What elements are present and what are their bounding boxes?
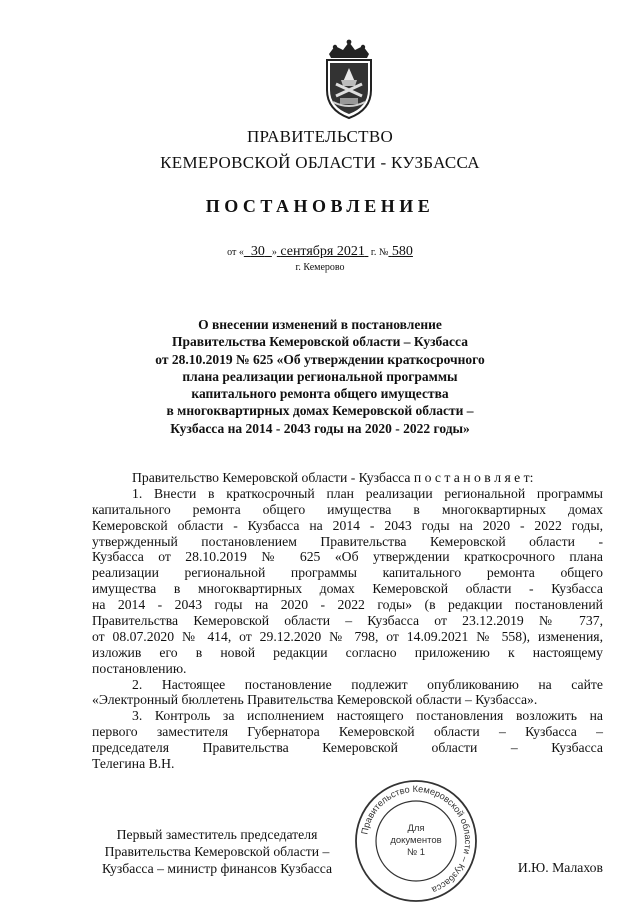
subject-line: от 28.10.2019 № 625 «Об утверждении краткосрочного [155,351,485,367]
body-line: первого заместителя Губернатора Кемеровской области – Кузбасса – [92,724,603,740]
body-line: Кузбасса от 28.10.2019 № 625 «Об утверждении краткосрочного плана [92,549,603,565]
date-from-label: от « [227,247,244,258]
body-line: Телегина В.Н. [92,756,175,772]
signatory-position-line: Правительства Кемеровской области – [104,844,330,859]
body-line: 2. Настоящее постановление подлежит опубликованию на сайте [132,676,603,692]
signatory-position [89,826,345,877]
document-subject [120,316,520,437]
stamp-center-line: документов [390,835,442,846]
stamp-center-line: № 1 [406,847,426,858]
seal-stamp-icon [353,778,479,904]
signatory-position-line: Кузбасса – министр финансов Кузбасса [101,861,333,876]
government-name-line1: ПРАВИТЕЛЬСТВО [246,127,394,146]
document-number: 580 [391,244,413,259]
body-line: от 08.07.2020 № 414, от 29.12.2020 № 798, от 14.09.2021 № 558), изменения, [92,628,603,644]
subject-line: капитального ремонта общего имущества [191,386,449,402]
number-label: № [378,247,389,258]
date-number-line [0,244,640,260]
signatory-position-line: Первый заместитель председателя [116,827,318,842]
body-line: 3. Контроль за исполнением настоящего постановления возложить на [132,708,603,724]
government-name-line2: КЕМЕРОВСКОЙ ОБЛАСТИ - КУЗБАССА [160,153,480,172]
body-line: изложив его в новой редакции согласно приложению к настоящему [92,644,603,660]
date-month-year: сентября 2021 [280,244,365,259]
stamp-center-line: Для [407,823,425,834]
subject-line: Кузбасса на 2014 - 2043 годы на 2020 - 2022 годы» [170,420,470,436]
coat-of-arms-icon [319,36,379,120]
body-line: утвержденный постановлением Правительства Кемеровской области - [92,533,603,549]
body-line: Кемеровской области - Кузбасса на 2014 - 2043 годы на 2020 - 2022 годы, [92,517,603,533]
city-label: г. Кемерово [295,262,345,273]
subject-line: Правительства Кемеровской области – Кузбасса [172,334,468,350]
date-quote-close: » [271,247,277,258]
body-line: Правительство Кемеровской области - Кузбасса п о с т а н о в л я е т: [132,470,534,485]
subject-line: О внесении изменений в постановление [198,317,442,332]
stamp-ring-text: Правительство Кемеровской области – Кузбасса [359,783,474,896]
subject-line: плана реализации региональной программы [182,368,458,384]
signatory-name: И.Ю. Малахов [517,860,603,875]
date-day: 30 [250,244,265,259]
body-line: постановлению. [92,660,187,676]
body-line: капитального ремонта общего имущества в многоквартирных домах [92,501,603,517]
body-line: 1. Внести в краткосрочный план реализации региональной программы [132,485,603,501]
body-line: имущества в многоквартирных домах Кемеровской области - Кузбасса [92,581,603,597]
body-line: реализации региональной программы капитального ремонта общего [92,565,603,581]
document-body [92,470,603,772]
subject-line: в многоквартирных домах Кемеровской области – [166,403,474,419]
document-type-title: ПОСТАНОВЛЕНИЕ [205,196,435,216]
date-year-suffix: г. [370,247,377,258]
body-line: председателя Правительства Кемеровской области – Кузбасса [92,740,603,756]
body-line: «Электронный бюллетень Правительства Кемеровской области – Кузбасса». [92,692,538,708]
body-line: Правительства Кемеровской области – Кузбасса от 23.12.2019 № 737, [92,613,603,629]
body-line: на 2014 - 2043 годы на 2020 - 2022 годы» (в редакции постановлений [92,597,603,613]
